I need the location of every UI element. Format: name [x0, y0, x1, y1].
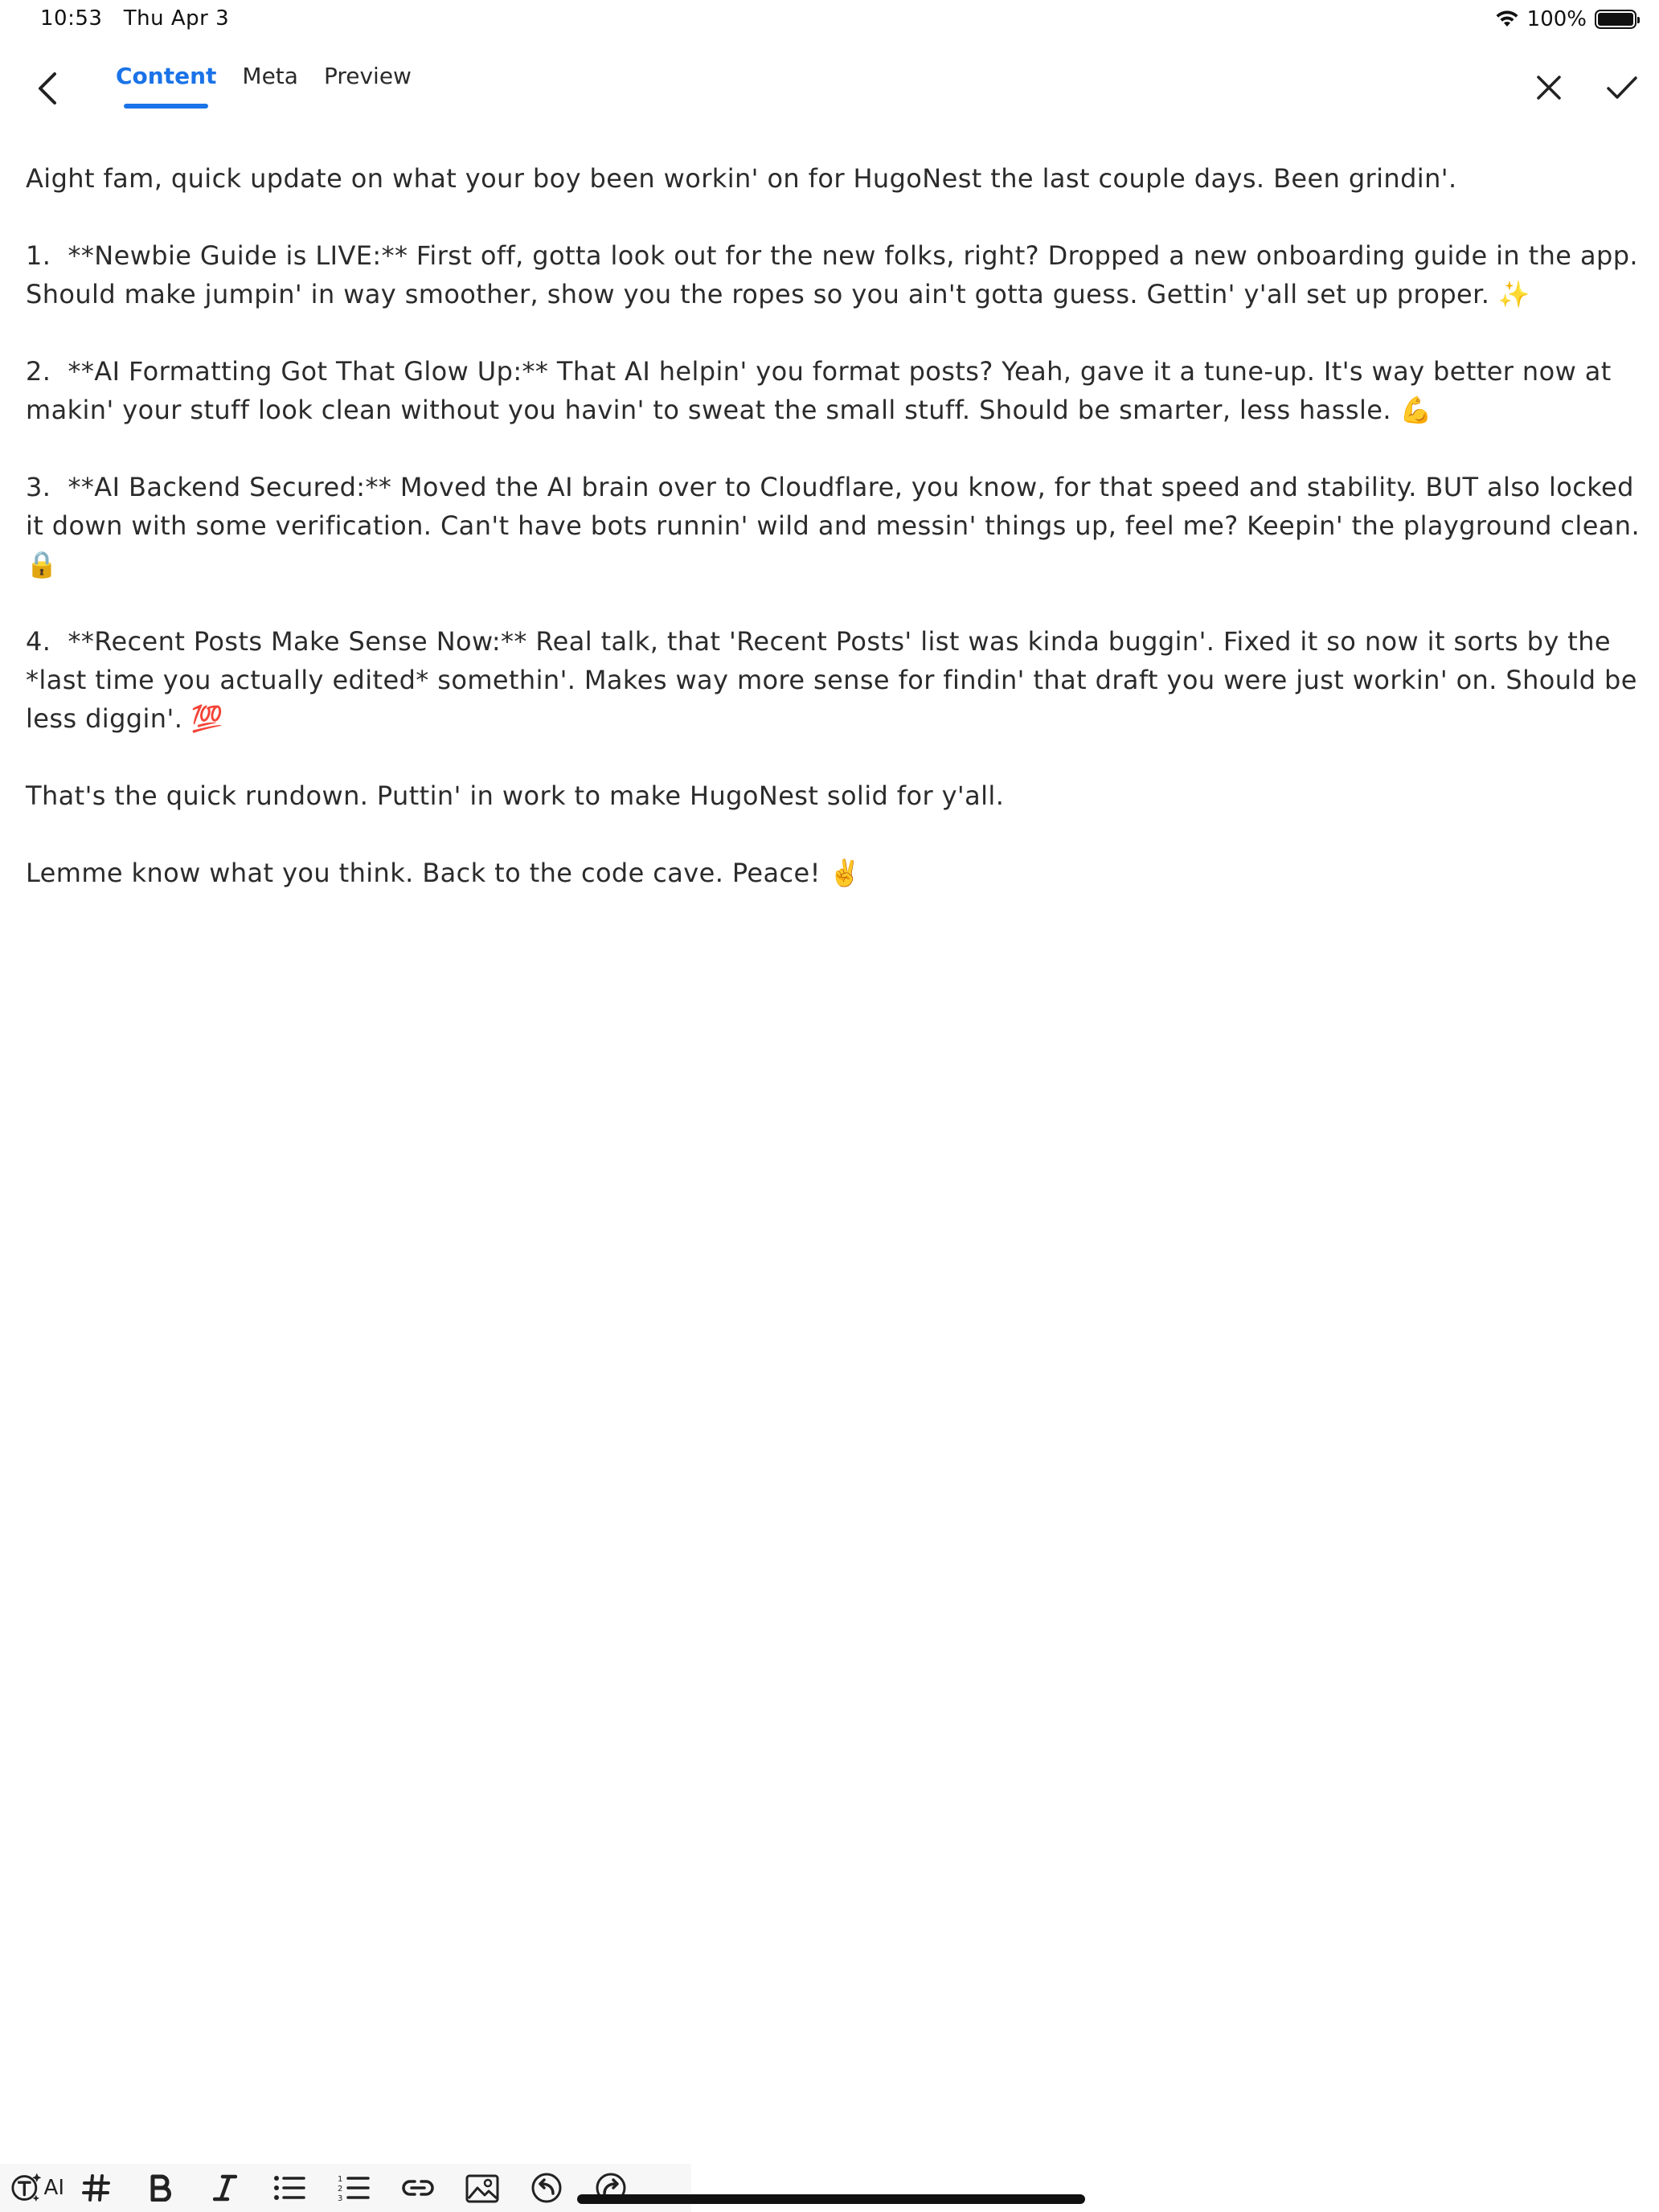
close-button[interactable] — [1527, 66, 1571, 109]
ai-label: AI — [43, 2176, 64, 2200]
bold-icon — [150, 2174, 172, 2202]
back-button[interactable] — [27, 64, 68, 113]
image-icon — [465, 2173, 499, 2203]
battery-icon — [1595, 10, 1636, 29]
image-button[interactable] — [450, 2164, 514, 2212]
numbered-list-button[interactable] — [322, 2164, 386, 2212]
checkmark-icon — [1606, 75, 1638, 100]
undo-button[interactable] — [514, 2164, 579, 2212]
battery-percent: 100% — [1526, 7, 1587, 31]
undo-icon — [530, 2172, 563, 2204]
home-indicator[interactable] — [577, 2194, 1085, 2204]
editor-paragraph: 1. **Newbie Guide is LIVE:** First off, gotta look out for the new folks, right? Dropped a new onboarding guide in the app. Should make jumpin' in way smoother, show you the ropes so you ain't gotta guess. Gettin' y'all set up proper. ✨ — [26, 240, 1647, 309]
link-icon — [401, 2178, 435, 2198]
editor-paragraph: Aight fam, quick update on what your boy been workin' on for HugoNest the last couple days. Been grindin'. — [26, 163, 1457, 194]
close-icon — [1535, 74, 1563, 101]
status-indicators — [1495, 6, 1636, 32]
italic-button[interactable] — [193, 2164, 257, 2212]
heading-button[interactable] — [64, 2164, 129, 2212]
ai-format-button[interactable] — [0, 2164, 64, 2212]
content-editor[interactable] — [26, 159, 1649, 931]
wifi-icon — [1495, 10, 1519, 29]
confirm-button[interactable] — [1600, 66, 1645, 109]
editor-paragraph: 4. **Recent Posts Make Sense Now:** Real talk, that 'Recent Posts' list was kinda buggin'. Fixed it so now it sorts by the *last time you actually edited* somethin'. Makes way more sense for findin' that draft you were just workin' on. Should be less diggin'. 💯 — [26, 626, 1646, 734]
bold-button[interactable] — [129, 2164, 193, 2212]
editor-paragraph: That's the quick rundown. Puttin' in work to make HugoNest solid for y'all. — [26, 780, 1005, 811]
status-time — [40, 6, 229, 31]
bullet-list-icon — [273, 2174, 305, 2202]
bullet-list-button[interactable] — [257, 2164, 322, 2212]
editor-paragraph: 3. **AI Backend Secured:** Moved the AI brain over to Cloudflare, you know, for that speed and stability. BUT also locked it down with some verification. Can't have bots runnin' wild and messin' things up, feel me? Keepin' the playground clean. 🔒 — [26, 472, 1649, 580]
tab-preview[interactable]: Preview — [323, 63, 412, 89]
tab-meta[interactable]: Meta — [242, 63, 298, 89]
editor-paragraph: Lemme know what you think. Back to the code cave. Peace! ✌️ — [26, 858, 862, 888]
svg-text:1: 1 — [338, 2175, 343, 2184]
editor-paragraph: 2. **AI Formatting Got That Glow Up:** That AI helpin' you format posts? Yeah, gave it a tune-up. It's way better now at makin' your stuff look clean without you havin' to sweat the small stuff. Should be smarter, less hassle. 💪 — [26, 356, 1620, 425]
tab-content[interactable]: Content — [116, 63, 216, 109]
status-bar — [0, 0, 1659, 39]
hashtag-icon — [82, 2173, 111, 2202]
tab-bar — [116, 63, 412, 109]
chevron-left-icon — [35, 71, 59, 106]
clock-date: Thu Apr 3 — [123, 6, 230, 31]
clock-time: 10:53 — [40, 6, 103, 31]
format-toolbar — [0, 2164, 691, 2212]
svg-text:2: 2 — [338, 2185, 343, 2194]
battery-fill — [1598, 13, 1633, 26]
italic-icon — [213, 2174, 237, 2202]
editor-header — [0, 48, 1659, 121]
svg-text:3: 3 — [338, 2194, 343, 2202]
ai-format-icon — [10, 2171, 43, 2205]
numbered-list-icon — [338, 2173, 370, 2202]
redo-button[interactable] — [579, 2164, 643, 2212]
link-button[interactable] — [386, 2164, 450, 2212]
